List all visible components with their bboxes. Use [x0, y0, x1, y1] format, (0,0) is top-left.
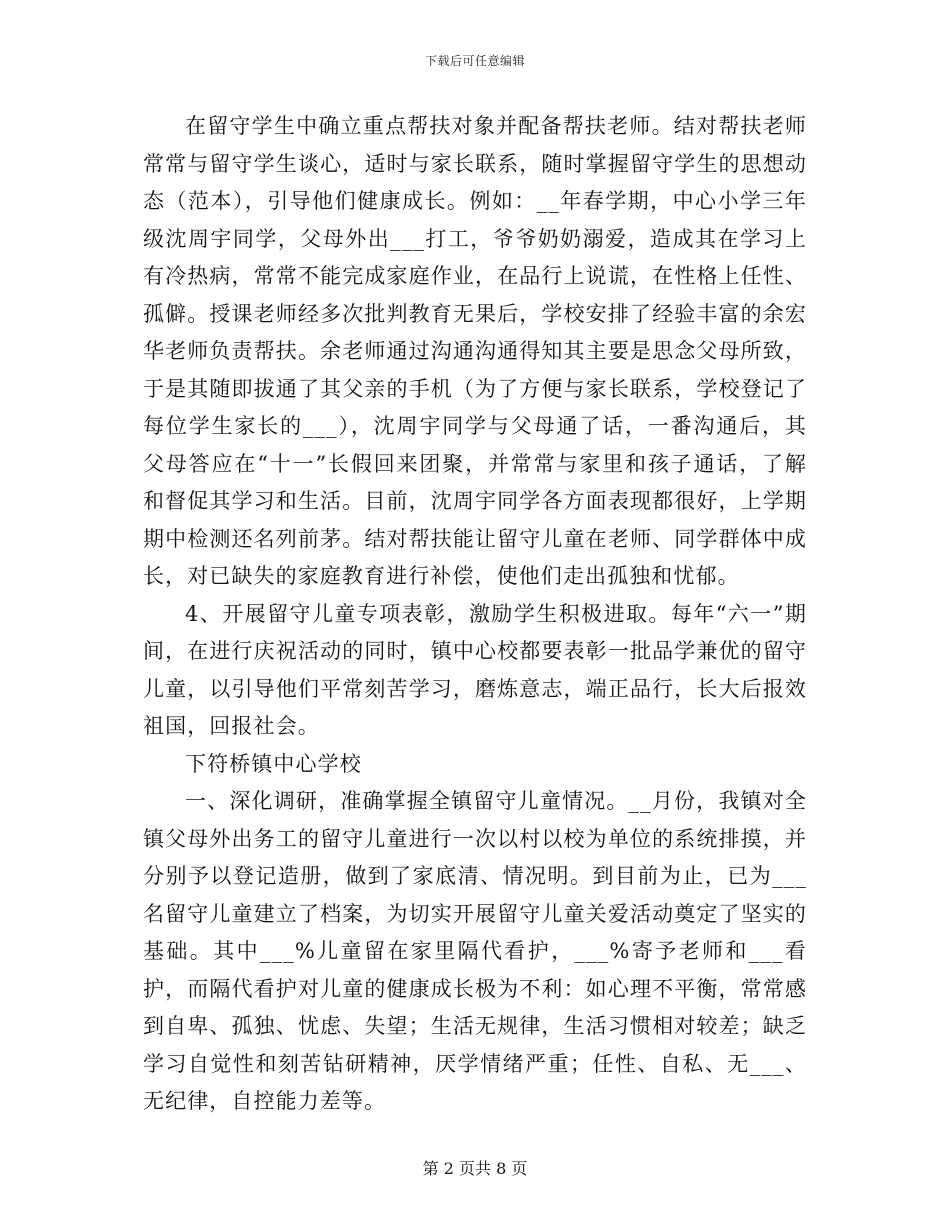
paragraph-2: 4、开展留守儿童专项表彰，激励学生积极进取。每年“六一”期间，在进行庆祝活动的同时，镇中心校都要表彰一批品学兼优的留守儿童，以引导他们平常刻苦学习，磨炼意志，端正品行，长大后报效祖国，回报社会。 — [143, 601, 807, 738]
page-header: 下载后可任意编辑 — [424, 54, 525, 68]
page-footer: 第 2 页共 8 页 — [422, 1159, 528, 1178]
document-body — [143, 108, 807, 1121]
paragraph-3: 下符桥镇中心学校 — [185, 751, 362, 776]
paragraph-1: 在留守学生中确立重点帮扶对象并配备帮扶老师。结对帮扶老师常常与留守学生谈心，适时与家长联系，随时掌握留守学生的思想动态（范本），引导他们健康成长。例如：__年春学期，中心小学三年级沈周宇同学，父母外出___打工，爷爷奶奶溺爱，造成其在学习上有冷热病，常常不能完成家庭作业，在品行上说谎，在性格上任性、孤僻。授课老师经多次批判教育无果后，学校安排了经验丰富的余宏华老师负责帮扶。余老师通过沟通沟通得知其主要是思念父母所致，于是其随即拔通了其父亲的手机（为了方便与家长联系，学校登记了每位学生家长的___），沈周宇同学与父母通了话，一番沟通后，其父母答应在“十一”长假回来团聚，并常常与家里和孩子通话，了解和督促其学习和生活。目前，沈周宇同学各方面表现都很好，上学期期中检测还名列前茅。结对帮扶能让留守儿童在老师、同学群体中成长，对已缺失的家庭教育进行补偿，使他们走出孤独和忧郁。 — [143, 114, 807, 588]
paragraph-4: 一、深化调研，准确掌握全镇留守儿童情况。__月份，我镇对全镇父母外出务工的留守儿童进行一次以村以校为单位的系统排摸，并分别予以登记造册，做到了家底清、情况明。到目前为止，已为___名留守儿童建立了档案，为切实开展留守儿童关爱活动奠定了坚实的基础。其中___%儿童留在家里隔代看护，___%寄予老师和___看护，而隔代看护对儿童的健康成长极为不利：如心理不平衡，常常感到自卑、孤独、忧虑、失望；生活无规律，生活习惯相对较差；缺乏学习自觉性和刻苦钻研精神，厌学情绪严重；任性、自私、无___、无纪律，自控能力差等。 — [143, 789, 807, 1113]
